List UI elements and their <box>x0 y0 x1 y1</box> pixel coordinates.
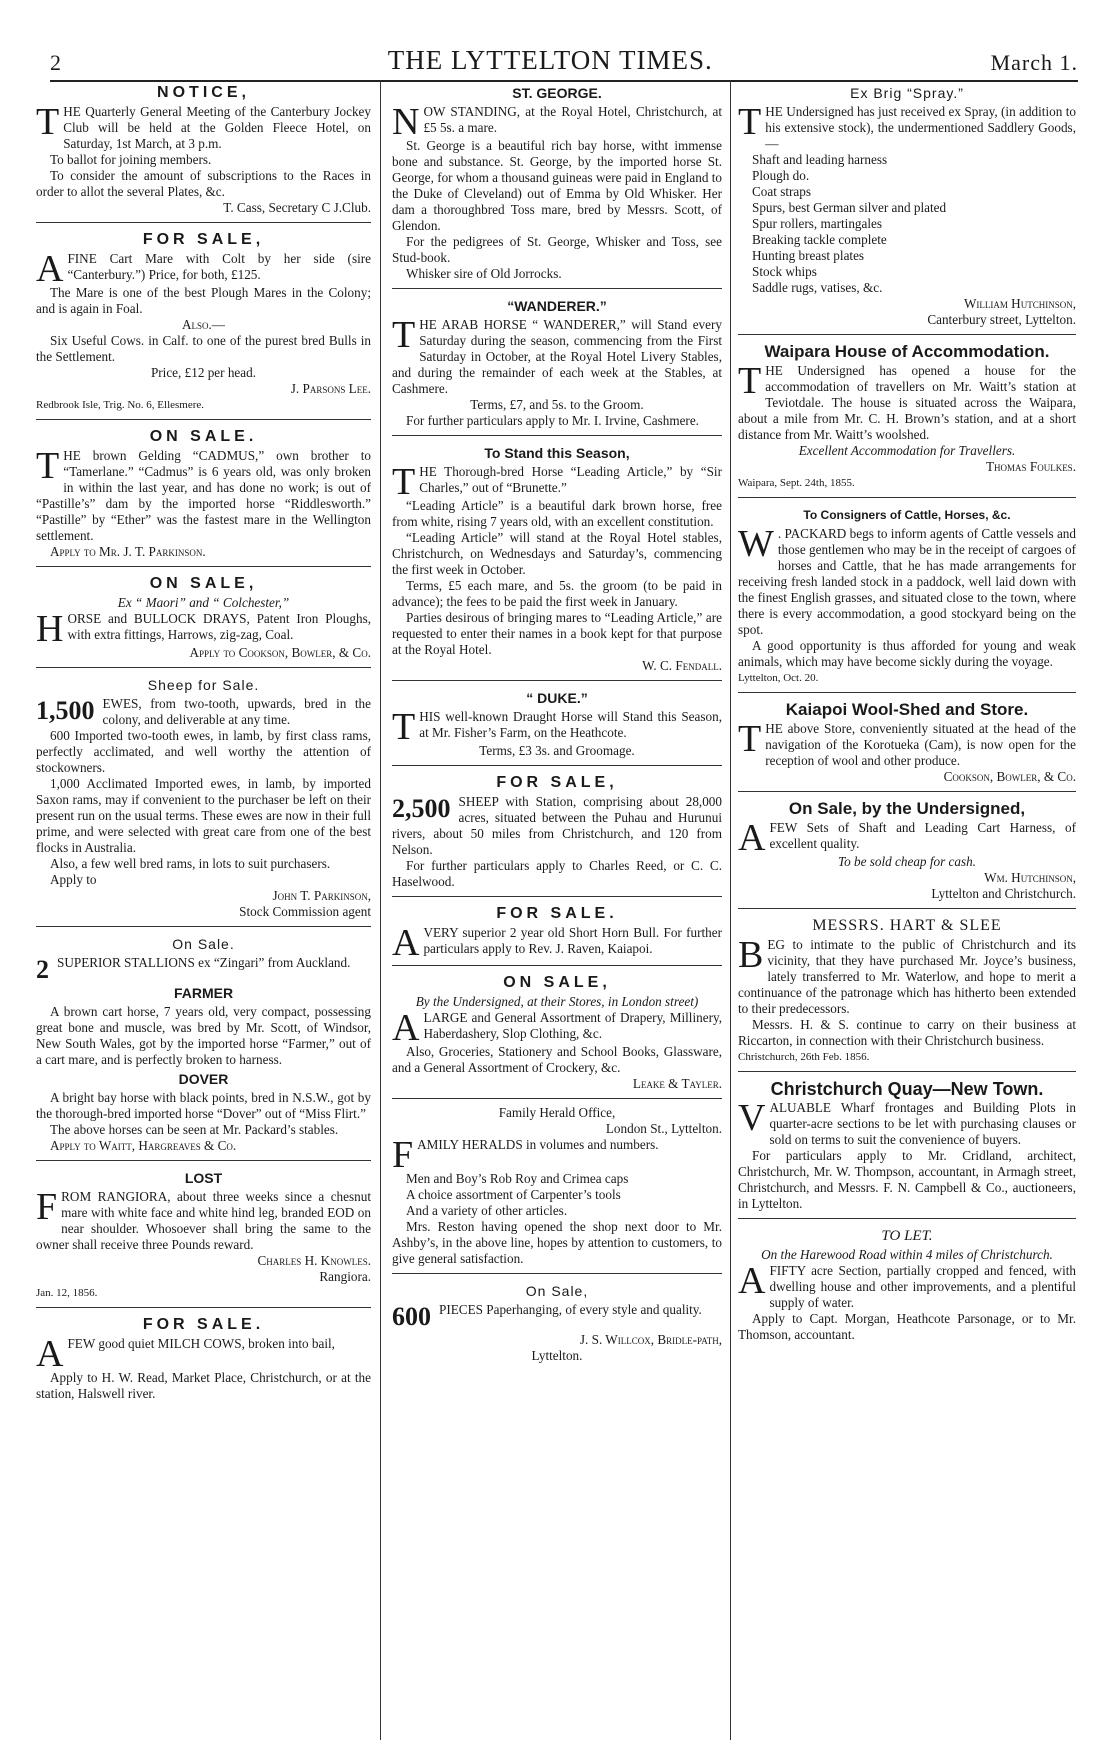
ad-bull <box>392 901 722 966</box>
drop-cap: B <box>738 934 764 976</box>
ad-text: Apply to H. W. Read, Market Place, Christchurch, or at the station, Halswell river. <box>36 1370 371 1401</box>
ad-st-george <box>392 80 722 289</box>
ad-text: For further particulars apply to Mr. I. Irvine, Cashmere. <box>406 413 699 428</box>
ad-text: 600 Imported two-tooth ewes, in lamb, by first class rams, perfectly acclimated, and well worthy the attention of stockowners. <box>36 728 371 775</box>
ad-text: FEW Sets of Shaft and Leading Cart Harness, of excellent quality. <box>769 820 1076 851</box>
ad-signature: W. C. Fendall. <box>642 658 722 673</box>
ad-text: To consider the amount of subscriptions to the Races in order to allot the several Plates, &c. <box>36 168 371 199</box>
ad-text: FINE Cart Mare with Colt by her side (sire “Canterbury.”) Price, for both, £125. <box>67 251 371 282</box>
ad-text: Terms, £7, and 5s. to the Groom. <box>470 397 644 412</box>
ad-text: SHEEP with Station, comprising about 28,000 acres, situated between the Puhau and Hurunui rivers, about 50 miles from Christchurch, and 120 from Nelson. <box>392 794 722 857</box>
ad-waipara <box>738 339 1076 498</box>
ad-heading: ON SALE, <box>503 974 611 991</box>
ad-text: And a variety of other articles. <box>406 1203 568 1218</box>
list-item: Spurs, best German silver and plated <box>752 200 947 215</box>
column-3 <box>738 80 1076 1353</box>
drop-cap: T <box>392 314 416 356</box>
ad-quay <box>738 1076 1076 1219</box>
column-1 <box>36 80 371 1412</box>
ad-signature: T. Cass, Secretary C J.Club. <box>223 200 371 215</box>
ad-text: HE Quarterly General Meeting of the Canterbury Jockey Club will be held at the Golden Fleece Hotel, on Saturday, 1st March, at 3 p.m. <box>63 104 371 151</box>
drop-cap: H <box>36 608 64 650</box>
drop-cap: N <box>392 101 420 143</box>
ad-date: Christchurch, 26th Feb. 1856. <box>738 1051 870 1063</box>
drop-cap: T <box>392 461 416 503</box>
ad-text: PIECES Paperhanging, of every style and quality. <box>439 1302 702 1317</box>
ad-text: Also, a few well bred rams, in lots to suit purchasers. <box>50 856 331 871</box>
ad-heading: Waipara House of Accommodation. <box>764 342 1050 361</box>
newspaper-title: THE LYTTELTON TIMES. <box>387 45 713 75</box>
ad-subheading: On the Harewood Road within 4 miles of Christchurch. <box>761 1247 1053 1262</box>
ad-number: 2,500 <box>392 794 451 823</box>
ad-subheading: Ex “ Maori” and “ Colchester,” <box>117 595 290 610</box>
ad-text: St. George is a beautiful rich bay horse, witht immense bone and substance. St. George, by the imported horse St. George, for whom a thousand guineas were paid in England to the Duke of Cleveland) out of Emma by Old Whisker. Her dam a thoroughbred Toss mare, bred by Messrs. Scott, of Glendon. <box>392 138 722 233</box>
ad-signature: J. S. Willcox, Bridle-path, <box>579 1332 722 1347</box>
ad-signature: Stock Commission agent <box>239 904 371 919</box>
ad-text: For further particulars apply to Charles Reed, or C. C. Haselwood. <box>392 858 722 889</box>
ad-drays <box>36 571 371 668</box>
ad-family-herald <box>392 1103 722 1274</box>
drop-cap: T <box>738 718 762 760</box>
ad-text: HIS well-known Draught Horse will Stand this Season, at Mr. Fisher’s Farm, on the Heathcote. <box>419 709 722 740</box>
list-item: Stock whips <box>752 264 817 279</box>
ad-text: HE Thorough-bred Horse “Leading Article,” by “Sir Charles,” out of “Brunette.” <box>419 464 722 495</box>
ad-signature: Apply to Cookson, Bowler, & Co. <box>189 645 371 660</box>
ad-text: Messrs. H. & S. continue to carry on their business at Riccarton, in connection with their Christchurch business. <box>738 1017 1076 1048</box>
ad-heading: NOTICE, <box>157 84 250 101</box>
ad-heading: On Sale. <box>172 936 235 952</box>
ad-text: ORSE and BULLOCK DRAYS, Patent Iron Ploughs, with extra fittings, Harrows, zig-zag, Coal. <box>67 611 371 642</box>
ad-address: Redbrook Isle, Trig. No. 6, Ellesmere. <box>36 399 205 411</box>
drop-cap: V <box>738 1097 766 1139</box>
drop-cap: F <box>392 1134 414 1176</box>
ad-leading-article <box>392 440 722 681</box>
masthead <box>50 28 1078 82</box>
ad-text: Apply to Waitt, Hargreaves & Co. <box>50 1138 237 1153</box>
ad-drapery <box>392 970 722 1099</box>
drop-cap: A <box>392 922 420 964</box>
column-rule <box>730 80 731 1740</box>
drop-cap: T <box>738 101 762 143</box>
ad-text: AMILY HERALDS in volumes and numbers. <box>417 1137 659 1152</box>
ad-place: Rangiora. <box>319 1269 371 1284</box>
ad-cadmus <box>36 424 371 567</box>
ad-text: Six Useful Cows. in Calf. to one of the purest bred Bulls in the Settlement. <box>36 333 371 364</box>
ad-heading: ON SALE. <box>149 428 258 445</box>
ad-heading: MESSRS. HART & SLEE <box>812 917 1002 934</box>
ad-text: VERY superior 2 year old Short Horn Bull. For further particulars apply to Rev. J. Raven, Kaiapoi. <box>423 925 722 956</box>
ad-text: For the pedigrees of St. George, Whisker and Toss, see Stud-book. <box>392 234 722 265</box>
ad-date: Jan. 12, 1856. <box>36 1287 98 1299</box>
ad-text: SUPERIOR STALLIONS ex “Zingari” from Auckland. <box>57 955 351 970</box>
ad-text: . PACKARD begs to inform agents of Cattle vessels and those gentlemen who may be in the receipt of cargoes of horses and Cattle, that he has made arrangements for receiving fresh landed stock in a paddock, well laid down with the finest English grasses, and situated close to the town, where there is every accommodation, a good stockyard being on the spot. <box>738 526 1076 637</box>
ad-number: 600 <box>392 1302 431 1331</box>
ad-signature: John T. Parkinson, <box>272 888 371 903</box>
ad-text: Also, Groceries, Stationery and School Books, Glassware, and a General Assortment of Crockery, &c. <box>392 1044 722 1075</box>
drop-cap: A <box>392 1007 420 1049</box>
drop-cap: W <box>738 523 774 565</box>
ad-text: A brown cart horse, 7 years old, very compact, possessing great bone and muscle, was bred by Mr. Scott, of Windsor, New South Wales, got by the imported horse “Farmer,” out of a cart mare, and is perfectly broken to harness. <box>36 1004 371 1067</box>
ad-text: EG to intimate to the public of Christchurch and its vicinity, that they have purchased Mr. Joyce’s business, lately transferred to Mr. Waterlow, and hope to merit a continuance of the patronage which has hitherto been extended to their predecessors. <box>738 937 1076 1016</box>
ad-text: LARGE and General Assortment of Drapery, Millinery, Haberdashery, Slop Clothing, &c. <box>423 1010 722 1041</box>
ad-text: A choice assortment of Carpenter’s tools <box>406 1187 621 1202</box>
saddlery-list <box>738 152 1076 296</box>
ad-text: A bright bay horse with black points, bred in N.S.W., got by the thorough-bred imported horse “Dover” out of “Miss Flirt.” <box>36 1090 371 1121</box>
ad-consigners <box>738 502 1076 693</box>
ad-for-sale-mare <box>36 227 371 420</box>
ad-signature: Lyttelton and Christchurch. <box>931 886 1076 901</box>
ad-text: FIFTY acre Section, partially cropped and fenced, with dwelling house and other improvements, and a plentiful supply of water. <box>769 1263 1076 1310</box>
ad-to-let <box>738 1223 1076 1349</box>
list-item: Saddle rugs, vatises, &c. <box>752 280 883 295</box>
ad-signature: William Hutchinson, <box>963 296 1076 311</box>
column-rule <box>380 80 381 1740</box>
list-item: Shaft and leading harness <box>752 152 888 167</box>
ad-text: HE above Store, conveniently situated at the head of the navigation of the Korotueka (Cam), is now open for the reception of wool and other produce. <box>765 721 1076 768</box>
ad-text: The above horses can be seen at Mr. Packard’s stables. <box>50 1122 339 1137</box>
ad-text: Mrs. Reston having opened the shop next door to Mr. Ashby’s, in the above line, hopes by attention to customers, to give general satisfaction. <box>392 1219 722 1266</box>
ad-signature: Charles H. Knowles. <box>257 1253 371 1268</box>
ad-text: Also.— <box>181 317 225 332</box>
ad-notice <box>36 80 371 223</box>
ad-heading: LOST <box>184 1170 223 1186</box>
ad-signature: Cookson, Bowler, & Co. <box>943 769 1076 784</box>
ad-sheep <box>36 672 371 927</box>
drop-cap: A <box>738 1260 766 1302</box>
ad-heading: FOR SALE, <box>142 231 265 248</box>
ad-heading: Christchurch Quay—New Town. <box>770 1079 1044 1099</box>
ad-date: Lyttelton, Oct. 20. <box>738 672 819 684</box>
ad-subheading: By the Undersigned, at their Stores, in London street) <box>415 994 699 1009</box>
ad-signature: Canterbury street, Lyttelton. <box>927 312 1076 327</box>
ad-number: 1,500 <box>36 696 95 725</box>
drop-cap: F <box>36 1186 58 1228</box>
ad-signature: Thomas Foulkes. <box>986 459 1076 474</box>
ad-text: To be sold cheap for cash. <box>838 854 976 869</box>
ad-spray <box>738 80 1076 335</box>
ad-duke <box>392 685 722 766</box>
ad-heading: Sheep for Sale. <box>147 677 260 693</box>
ad-text: Parties desirous of bringing mares to “Leading Article,” are requested to enter their names in a book kept for that purpose at the Royal Hotel. <box>392 610 722 657</box>
ad-text: “Leading Article” is a beautiful dark brown horse, free from white, rising 7 years old, with an excellent constitution. <box>392 498 722 529</box>
issue-date: March 1. <box>990 50 1078 75</box>
ad-signature: Lyttelton. <box>531 1348 583 1363</box>
ad-signature: Wm. Hutchinson, <box>984 870 1076 885</box>
ad-heading: To Consigners of Cattle, Horses, &c. <box>803 508 1011 522</box>
ad-text: HE Undersigned has opened a house for the accommodation of travellers on Mr. Waitt’s station at Teviotdale. The house is situated across the Waipara, about a mile from Mr. C. H. Brown’s station, and at a short distance from Mr. Waitt’s woolshed. <box>738 363 1076 442</box>
ad-text: ALUABLE Wharf frontages and Building Plots in quarter-acre sections to be let with purchasing clauses or sold on terms to suit the convenience of buyers. <box>769 1100 1076 1147</box>
drop-cap: T <box>36 101 60 143</box>
list-item: Coat straps <box>752 184 811 199</box>
ad-address: London St., Lyttelton. <box>605 1121 722 1136</box>
ad-heading: FOR SALE. <box>496 905 618 922</box>
ad-text: HE Undersigned has just received ex Spray, (in addition to his extensive stock), the undermentioned Saddlery Goods,— <box>765 104 1076 151</box>
drop-cap: T <box>392 706 416 748</box>
ad-text: Terms, £5 each mare, and 5s. the groom (to be paid in advance); the fees to be paid the first week in January. <box>392 578 722 609</box>
ad-heading: FOR SALE. <box>142 1316 265 1333</box>
ad-sheep-station <box>392 770 722 897</box>
ad-text: FEW good quiet MILCH COWS, broken into bail, <box>67 1336 335 1351</box>
ad-text: Men and Boy’s Rob Roy and Crimea caps <box>406 1171 629 1186</box>
ad-text: OW STANDING, at the Royal Hotel, Christchurch, at £5 5s. a mare. <box>423 104 722 135</box>
ad-text: “Leading Article” will stand at the Royal Hotel stables, Christchurch, on Wednesdays and Saturday’s, commencing the first week in October. <box>392 530 722 577</box>
ad-text: The Mare is one of the best Plough Mares in the Colony; and is again in Foal. <box>36 285 371 316</box>
ad-text: ROM RANGIORA, about three weeks since a chesnut mare with white face and white hind leg, branded EOD on near shoulder. Whosoever shall bring the same to the owner shall receive three Pounds reward. <box>36 1189 371 1252</box>
ad-heading: ON SALE, <box>149 575 258 592</box>
ad-signature: Leake & Tayler. <box>632 1076 722 1091</box>
ad-heading: “ DUKE.” <box>526 690 588 706</box>
ad-heading: On Sale, by the Undersigned, <box>788 799 1026 818</box>
ad-heading: TO LET. <box>881 1228 933 1244</box>
ad-subheading: FARMER <box>173 985 234 1001</box>
list-item: Breaking tackle complete <box>752 232 887 247</box>
ad-milch-cows <box>36 1312 371 1408</box>
drop-cap: T <box>738 360 762 402</box>
ad-heading: Kaiapoi Wool-Shed and Store. <box>785 700 1029 719</box>
ad-paperhanging <box>392 1278 722 1370</box>
ad-text: Whisker sire of Old Jorrocks. <box>406 266 562 281</box>
ad-text: EWES, from two-tooth, upwards, bred in the colony, and deliverable at any time. <box>102 696 371 727</box>
ad-harness <box>738 796 1076 909</box>
ad-heading: FOR SALE, <box>496 774 618 791</box>
ad-heading: On Sale, <box>525 1283 589 1299</box>
ad-text: Terms, £3 3s. and Groomage. <box>479 743 635 758</box>
column-2 <box>392 80 722 1374</box>
ad-number: 2 <box>36 955 49 984</box>
ad-hart-slee <box>738 913 1076 1072</box>
ad-heading: “WANDERER.” <box>507 298 607 314</box>
ad-price: Price, £12 per head. <box>150 365 257 380</box>
ad-text: For particulars apply to Mr. Cridland, architect, Christchurch, Mr. W. Thompson, accountant, in Armagh street, Christchurch, and Messrs. F. N. Campbell & Co., auctioneers, in Lyttelton. <box>738 1148 1076 1211</box>
drop-cap: A <box>36 248 64 290</box>
ad-heading: To Stand this Season, <box>484 445 630 461</box>
ad-lost <box>36 1165 371 1308</box>
ad-date: Waipara, Sept. 24th, 1855. <box>738 477 855 489</box>
list-item: Spur rollers, martingales <box>752 216 883 231</box>
ad-text: Apply to Mr. J. T. Parkinson. <box>50 544 206 559</box>
ad-signature: J. Parsons Lee. <box>290 381 371 396</box>
page-number: 2 <box>50 50 61 75</box>
ad-subheading: DOVER <box>178 1071 229 1087</box>
ad-text: Excellent Accommodation for Travellers. <box>798 443 1016 458</box>
drop-cap: A <box>36 1333 64 1375</box>
ad-text: To ballot for joining members. <box>50 152 212 167</box>
ad-text: 1,000 Acclimated Imported ewes, in lamb, by imported Saxon rams, may if convenient to the purchaser be left on their present run on the usual terms. These ewes are now in their full prime, and were selected with great care from one of the best flocks in Australia. <box>36 776 371 855</box>
list-item: Plough do. <box>752 168 810 183</box>
ad-heading: Ex Brig “Spray.” <box>850 85 964 101</box>
ad-kaiapoi <box>738 697 1076 792</box>
ad-text: Apply to Capt. Morgan, Heathcote Parsonage, or to Mr. Thomson, accountant. <box>738 1311 1076 1342</box>
ad-text: A good opportunity is thus afforded for young and weak animals, which may have become sickly during the voyage. <box>738 638 1076 669</box>
ad-text: HE brown Gelding “CADMUS,” own brother to “Tamerlane.” “Cadmus” is 6 years old, was only broken in within the last year, and has done no work; is out of “Pastille’s” dam by the imported horse “Riddlesworth.” “Pastille” by “Ether” was the fastest mare in the Wellington settlement. <box>36 448 371 543</box>
ad-text: HE ARAB HORSE “ WANDERER,” will Stand every Saturday during the season, commencing from the First Saturday in October, at the Royal Hotel Livery Stables, and during the remainder of each week at the Stables, at Cashmere. <box>392 317 722 396</box>
drop-cap: T <box>36 445 60 487</box>
list-item: Hunting breast plates <box>752 248 865 263</box>
ad-heading: Family Herald Office, <box>498 1105 616 1120</box>
ad-heading: ST. GEORGE. <box>512 85 602 101</box>
ad-text: Apply to <box>50 872 97 887</box>
ad-stallions <box>36 931 371 1161</box>
drop-cap: A <box>738 817 766 859</box>
ad-wanderer <box>392 293 722 436</box>
